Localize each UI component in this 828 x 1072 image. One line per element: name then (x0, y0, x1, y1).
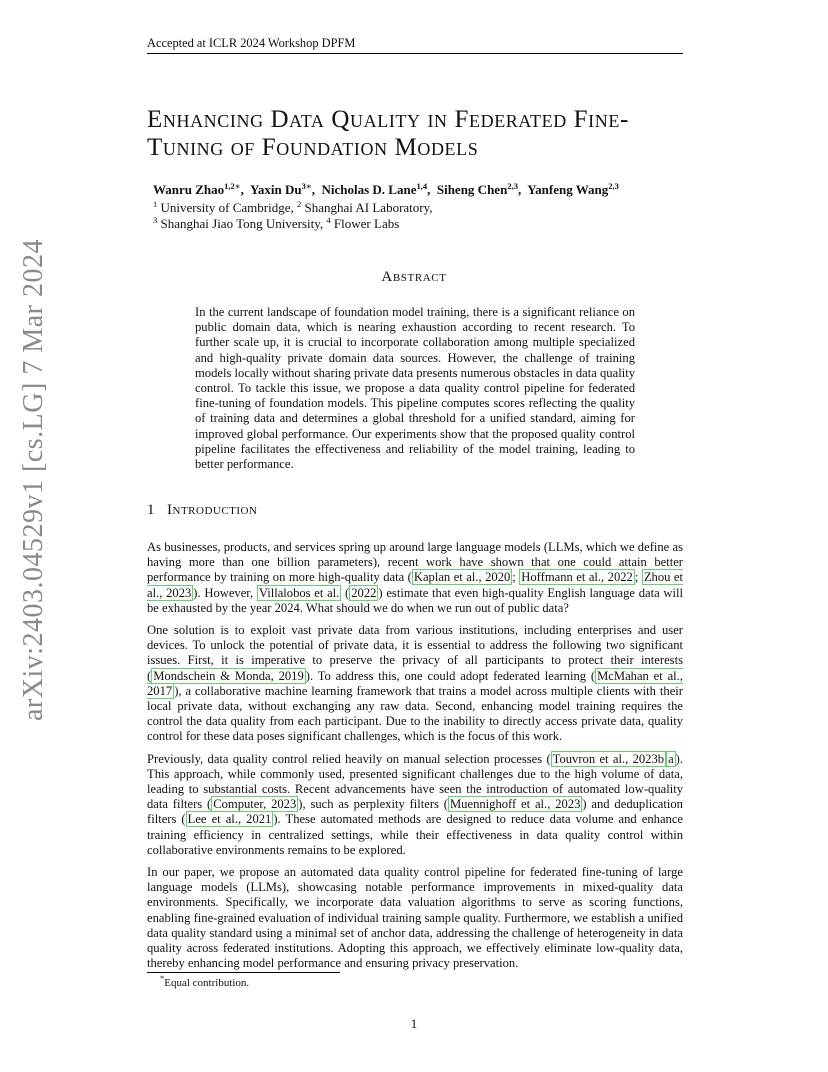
citation-link[interactable]: Villalobos et al. (258, 585, 340, 600)
affiliation-mark: 4 (326, 215, 331, 225)
citation-link[interactable]: Hoffmann et al., 2022 (521, 570, 633, 585)
citation-link[interactable]: a (668, 751, 674, 766)
text-run: One solution is to exploit vast private data from various institutions, including enterprises and user devices. To unlock the potential of private data, it is essential to address the following two significant issues. First, it is imperative to preserve the privacy of all participants to protect their interests ( (147, 623, 683, 683)
citation-link[interactable]: Mondschein & Monda, 2019 (153, 668, 304, 683)
citation-link[interactable]: Computer, 2023 (213, 797, 297, 812)
author-affiliation-mark: 1,2∗ (224, 181, 241, 191)
author-name: Siheng Chen (436, 182, 508, 197)
citation-link[interactable]: Kaplan et al., 2020 (413, 570, 511, 585)
text-run: As businesses, products, and services spring up around large language models (LLMs, which we define as having more than one billion parameters), recent work have shown that one could attain better performance by training on more high-quality data ( (147, 540, 683, 585)
author-name: Wanru Zhao (153, 182, 225, 197)
author-name: Yanfeng Wang (527, 182, 609, 197)
affiliation-text: Shanghai Jiao Tong University, (157, 216, 327, 231)
text-run: ), such as perplexity filters ( (298, 797, 448, 812)
text-run: ), a collaborative machine learning framework that trains a model across multiple clients with their local private data, without exchanging any raw data. Second, enhancing model training requires the control the data quality from each participant. Due to the inability to directly access private data, quality control for these data poses significant challenges, which is the focus of this work. (147, 683, 683, 744)
abstract-heading: Abstract (381, 269, 447, 285)
affiliation-mark: 2 (296, 199, 302, 209)
citation-link[interactable]: 2022 (351, 585, 377, 600)
page-number: 1 (410, 1016, 418, 1031)
footnote-rule (147, 972, 340, 973)
author-name: Nicholas D. Lane (321, 182, 417, 197)
author-affiliation-mark: 3∗ (301, 181, 312, 191)
paper-title (147, 106, 707, 162)
affiliation-text: University of Cambridge, (157, 200, 297, 215)
text-run: ; (634, 570, 642, 585)
section-title: Introduction (167, 502, 258, 518)
running-header: Accepted at ICLR 2024 Workshop DPFM (147, 36, 683, 54)
affiliation-line-1 (153, 200, 693, 216)
citation-link[interactable]: Lee et al., 2021 (187, 812, 272, 827)
text-run: Previously, data quality control relied heavily on manual selection processes ( (147, 751, 551, 766)
citation-link[interactable]: Zhou et al., 2023 (147, 570, 683, 600)
text-run: ). This approach, while commonly used, presented significant challenges due to the high volume of data, leading to substantial costs. Recent advancements have seen the introduction of automated low-quality data filters ( (147, 751, 683, 812)
author-name: Yaxin Du (249, 182, 302, 197)
affiliation-mark: 3 (153, 215, 158, 225)
affiliation-line-2 (153, 216, 693, 232)
text-run: ( (341, 585, 350, 600)
section-number: 1 (147, 502, 155, 518)
affiliation-mark: 1 (153, 199, 158, 209)
introduction-body (147, 540, 683, 978)
citation-link[interactable]: Touvron et al., 2023b (552, 751, 665, 766)
affiliation-text: Flower Labs (330, 216, 400, 231)
text-run: ) estimate that even high-quality English language data will be exhausted by the year 2024. What should we do when we run out of public data? (147, 585, 683, 615)
text-run: ). These automated methods are designed to reduce data volume and enhance training efficiency in centralized settings, while their effectiveness in data quality control within collaborative environments remains to be explored. (147, 812, 684, 857)
text-run: ). However, (193, 585, 257, 600)
author-affiliation-mark: 2,3 (608, 181, 619, 191)
text-run: ) and deduplication filters ( (147, 797, 683, 827)
citation-link[interactable]: McMahan et al., 2017 (147, 668, 683, 698)
title-line-2: Tuning of Foundation Models (147, 134, 479, 161)
affiliation-text: Shanghai AI Laboratory, (301, 200, 433, 215)
paragraph-1 (147, 540, 683, 616)
title-line-1: Enhancing Data Quality in Federated Fine- (147, 106, 629, 133)
footnote (160, 973, 250, 989)
abstract-text: In the current landscape of foundation model training, there is a significant reliance on public domain data, which is nearing exhaustion according to recent research. To further scale up, it is crucial to incorporate collaboration among multiple specialized and high-quality private domain data sources. However, the challenge of training models locally without sharing private data presents numerous obstacles in data quality control. To tackle this issue, we propose a data quality control pipeline for federated fine-tuning of foundation models. This pipeline computes scores reflecting the quality of training data and determines a global threshold for a unified standard, aiming for improved global performance. Our experiments show that the proposed quality control pipeline facilitates the effectiveness and reliability of the model training, leading to better performance. (195, 305, 635, 472)
author-affiliation-mark: 2,3 (507, 181, 518, 191)
footnote-text: Equal contribution. (164, 977, 250, 989)
footnote-mark: * (160, 973, 165, 983)
section-heading (147, 502, 257, 519)
arxiv-stamp: arXiv:2403.04529v1 [cs.LG] 7 Mar 2024 (18, 239, 49, 721)
paragraph-3 (147, 752, 683, 858)
citation-link[interactable]: Muennighoff et al., 2023 (449, 797, 581, 812)
paragraph-4: In our paper, we propose an automated data quality control pipeline for federated fine-tuning of large language models (LLMs), showcasing notable performance improvements in mixed-quality data environments. Specifically, we incorporate data valuation algorithms to serve as scoring functions, enabling fine-grained evaluation of individual training sample quality. Furthermore, we establish a unified data quality standard using a minimal set of anchor data, addressing the challenge of heterogeneity in data quality across federated institutions. Adopting this approach, we effectively eliminate low-quality data, thereby enhancing model performance and ensuring privacy preservation. (147, 865, 683, 971)
author-list: Wanru Zhao$^{1,2∗}$, Yaxin $Du^{3∗}$, Nicholas D. Lane$^{1,4}$, Siheng Chen$^{2,3}$, Yanfeng Wang$^{2,3}$ (153, 181, 619, 197)
text-run: ; (512, 570, 520, 585)
author-affiliation-mark: 1,4 (416, 181, 428, 191)
text-run: ). To address this, one could adopt federated learning ( (305, 668, 596, 683)
paragraph-2 (147, 623, 683, 745)
